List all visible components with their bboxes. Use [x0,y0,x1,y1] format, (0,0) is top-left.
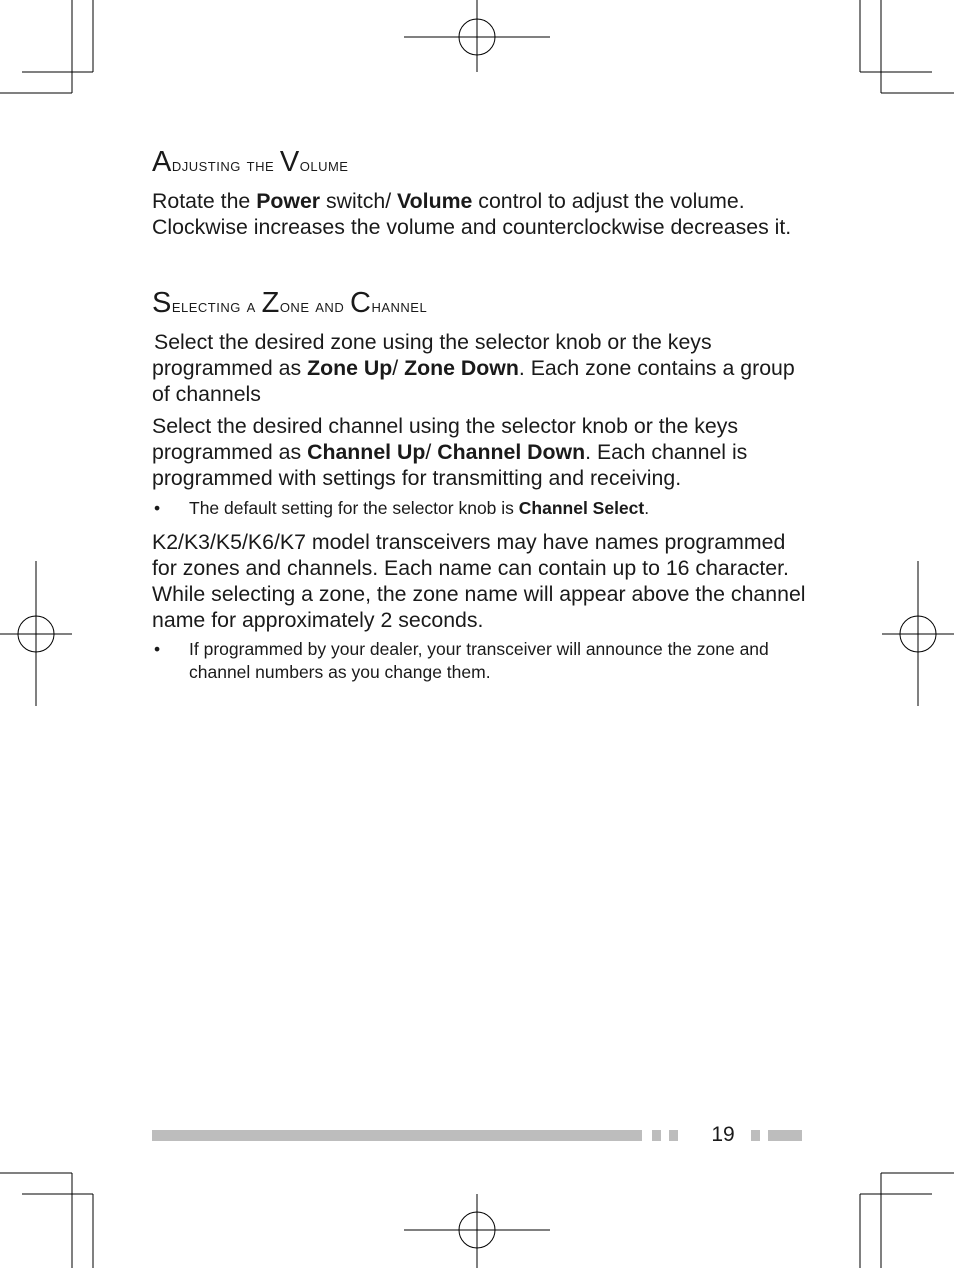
registration-mark-bottom [404,1194,550,1268]
registration-mark-top [404,0,550,72]
paragraph-model-names: K2/K3/K5/K6/K7 model transceivers may have names programmed for zones and channels. Each name can contain up to 16 character. While selecting a zone, the zone name will appear above the channel name for approximately 2 seconds. [152,530,806,632]
footer-bar-square [652,1130,661,1141]
crop-mark-bottom-left [0,1173,93,1268]
text-run: . [644,498,650,518]
text-run: Select the desired channel using the selector knob or the keys programmed as [152,414,739,464]
note-default-selector-knob [152,497,812,520]
heading-word: a [246,296,256,317]
text-run: The default setting for the selector knob is [189,498,519,518]
text-run: . Each zone contains a group of channels [152,356,795,406]
heading-initial: Z [261,287,280,319]
bullet-marker: • [154,498,161,518]
heading-initial: A [152,146,172,178]
bold-term-channel-select: Channel Select [518,498,645,518]
text-run: / [425,440,438,464]
text-run: Select the desired zone using the selector knob or the keys programmed as [152,330,712,380]
bold-term-zone-down: Zone Down [404,356,519,380]
heading-initial: V [279,146,300,178]
heading-word: and [315,296,345,317]
crop-mark-top-left [0,0,93,93]
footer-bar-square [669,1130,678,1141]
section-heading-adjusting-volume [152,146,348,179]
paragraph-adjust-volume [152,188,812,240]
heading-word: electing [171,296,241,317]
heading-initial: S [152,287,172,319]
text-run: Rotate the [152,189,257,213]
bold-term-zone-up: Zone Up [307,356,393,380]
registration-mark-right [882,561,954,706]
bold-term-volume: Volume [397,189,473,213]
footer-bar-left [152,1130,642,1141]
note-text [189,497,812,520]
bullet-marker: • [154,639,161,659]
paragraph-select-zone [152,329,812,407]
note-dealer-announce [152,638,812,684]
bold-term-channel-up: Channel Up [307,440,426,464]
crop-mark-top-right [860,0,954,93]
text-run: / [392,356,405,380]
text-run: control to adjust the volume. Clockwise increases the volume and counterclockwise decreases it. [152,189,792,239]
bold-term-power: Power [256,189,321,213]
paragraph-select-channel [152,413,812,491]
section-heading-selecting-zone-channel [152,287,427,320]
heading-word: hannel [371,296,428,317]
registration-mark-left [0,561,72,706]
page-number: 19 [711,1123,735,1146]
heading-word: the [246,155,275,176]
heading-word: djusting [171,155,241,176]
crop-mark-bottom-right [860,1173,954,1268]
text-run: switch/ [320,189,398,213]
bold-term-channel-down: Channel Down [437,440,586,464]
text-run: . Each channel is programmed with settings for transmitting and receiving. [152,440,748,490]
footer-bar-square [751,1130,760,1141]
note-text: If programmed by your dealer, your transceiver will announce the zone and channel numbers as you change them. [189,639,769,682]
footer-bar-right [768,1130,802,1141]
heading-word: one [279,296,310,317]
heading-initial: C [350,287,372,319]
heading-word: olume [299,155,349,176]
